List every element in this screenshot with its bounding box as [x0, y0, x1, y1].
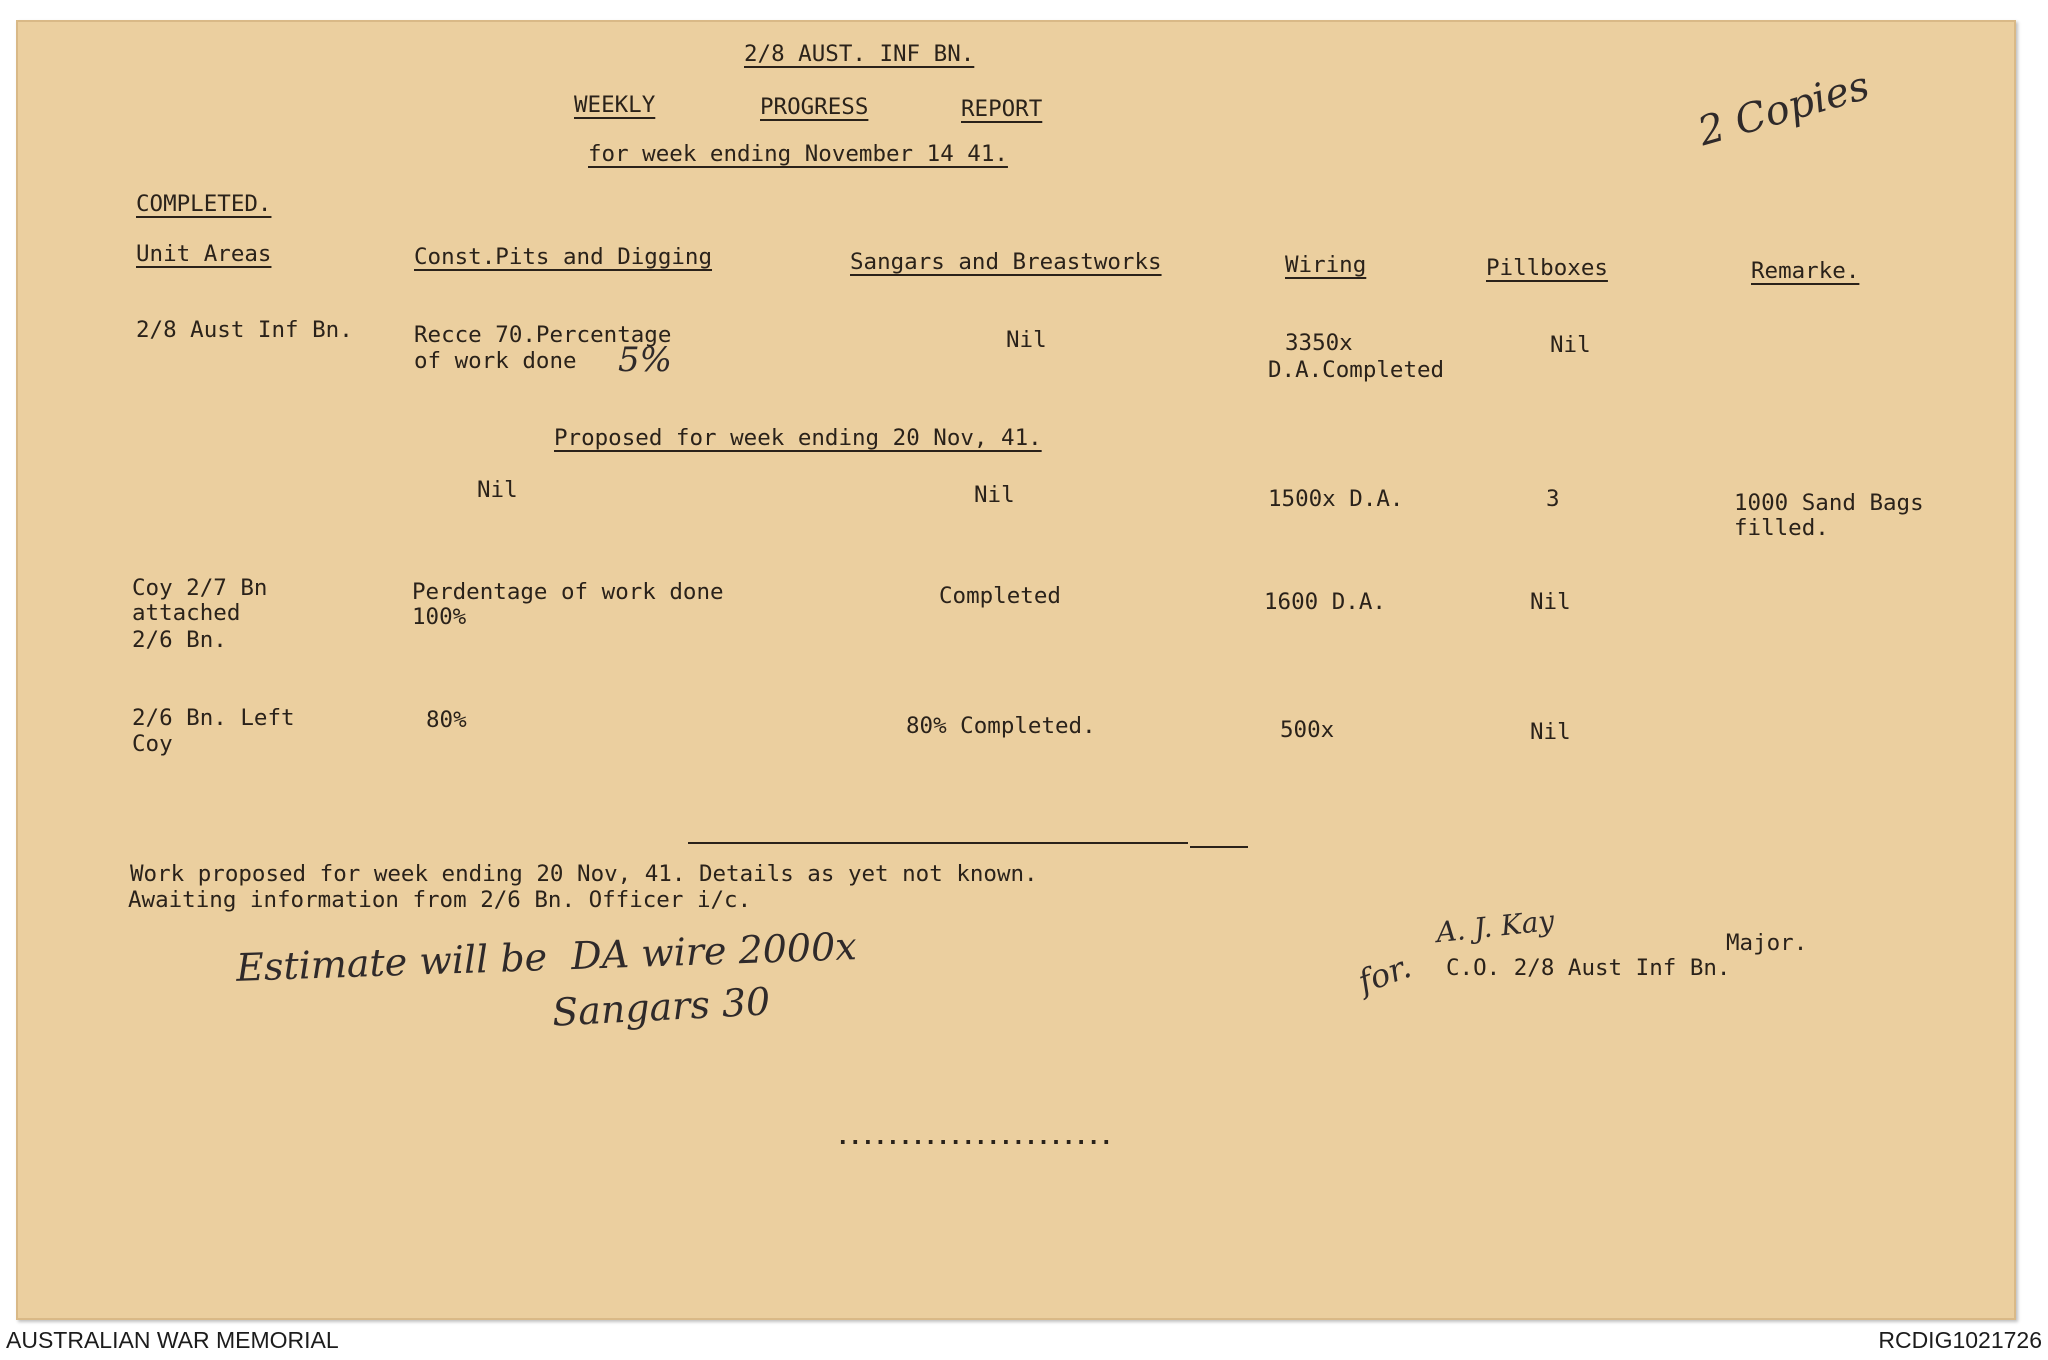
row2-pits-line1: Perdentage of work done: [412, 579, 724, 605]
footer-note-line1: Work proposed for week ending 20 Nov, 41. Details as yet not known.: [130, 861, 1038, 887]
signature-for: for.: [1353, 947, 1416, 1001]
proposed-sangars: Nil: [974, 482, 1015, 508]
col-wiring: Wiring: [1285, 252, 1367, 278]
divider-rule: [688, 842, 1188, 844]
proposed-pillboxes: 3: [1546, 486, 1560, 512]
row3-wiring: 500x: [1280, 717, 1335, 743]
proposed-remarks-line1: 1000 Sand Bags: [1734, 490, 1924, 516]
row3-pillboxes: Nil: [1530, 719, 1571, 745]
col-pillboxes: Pillboxes: [1486, 255, 1608, 281]
title-progress: PROGRESS: [760, 94, 869, 120]
col-unit-areas: Unit Areas: [136, 241, 272, 267]
proposed-wiring: 1500x D.A.: [1268, 486, 1404, 512]
unit-title: 2/8 AUST. INF BN.: [744, 41, 975, 67]
signature: A. J. Kay: [1434, 903, 1556, 950]
divider-rule-end: [1190, 846, 1248, 848]
row2-pillboxes: Nil: [1530, 589, 1571, 615]
row2-wiring: 1600 D.A.: [1264, 589, 1386, 615]
row2-unit-line1: Coy 2/7 Bn: [132, 575, 268, 601]
proposed-pits: Nil: [477, 477, 518, 503]
completed-label: COMPLETED.: [136, 191, 272, 217]
row1-unit: 2/8 Aust Inf Bn.: [136, 317, 353, 343]
archive-caption-left: AUSTRALIAN WAR MEMORIAL: [6, 1327, 339, 1353]
closing-dots: ......................: [836, 1124, 1113, 1150]
row3-unit-line2: Coy: [132, 731, 173, 757]
proposed-heading: Proposed for week ending 20 Nov, 41.: [554, 425, 1042, 451]
row1-wiring-line1: 3350x: [1285, 330, 1353, 356]
col-pits-digging: Const.Pits and Digging: [414, 244, 713, 270]
copies-note: 2 Copies: [1693, 62, 1875, 156]
row2-pits-line2: 100%: [412, 604, 467, 630]
col-remarks: Remarke.: [1751, 258, 1860, 284]
signatory-rank: Major.: [1726, 930, 1808, 956]
row3-pits: 80%: [426, 707, 467, 733]
handwritten-estimate-line2: Sangars 30: [550, 979, 772, 1035]
row1-wiring-line2: D.A.Completed: [1268, 357, 1445, 383]
row1-sangars: Nil: [1006, 327, 1047, 353]
col-sangars: Sangars and Breastworks: [850, 249, 1162, 275]
row3-unit-line1: 2/6 Bn. Left: [132, 705, 295, 731]
title-report: REPORT: [961, 96, 1043, 122]
row2-sangars: Completed: [939, 583, 1061, 609]
row1-pits-handwritten: 5%: [618, 340, 672, 380]
row1-pits-line2: of work done: [414, 348, 577, 374]
proposed-remarks-line2: filled.: [1734, 515, 1829, 541]
footer-note-line2: Awaiting information from 2/6 Bn. Officer i/c.: [128, 887, 752, 913]
row1-pillboxes: Nil: [1550, 332, 1591, 358]
row3-sangars: 80% Completed.: [906, 713, 1096, 739]
title-weekly: WEEKLY: [574, 92, 656, 118]
row1-pits-line1: Recce 70.Percentage: [414, 322, 672, 348]
row2-unit-line3: 2/6 Bn.: [132, 627, 227, 653]
signatory-title: C.O. 2/8 Aust Inf Bn.: [1446, 955, 1731, 981]
handwritten-estimate-line1: Estimate will be DA wire 2000x: [235, 924, 858, 990]
row2-unit-line2: attached: [132, 600, 241, 626]
archive-caption-right: RCDIG1021726: [1878, 1327, 2042, 1353]
week-ending: for week ending November 14 41.: [588, 141, 1008, 167]
